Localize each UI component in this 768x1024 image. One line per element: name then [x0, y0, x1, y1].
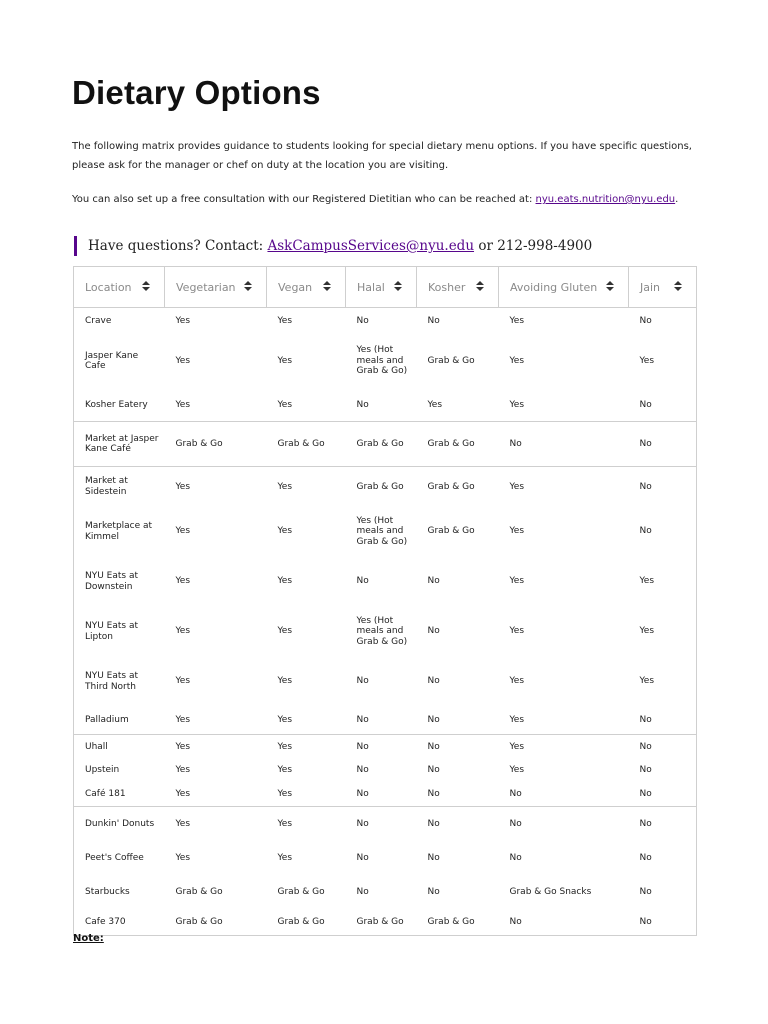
cell-avoiding-gluten: Yes — [509, 676, 525, 687]
cell-kosher: Grab & Go — [427, 481, 475, 492]
cell-vegan: Yes — [267, 783, 346, 807]
cell-halal: Grab & Go — [346, 422, 417, 467]
cell-kosher: Grab & Go — [427, 355, 475, 366]
cell-halal: Yes (Hot meals and Grab & Go) — [356, 515, 408, 547]
column-header-label: Location — [85, 280, 132, 294]
column-header-label: Jain — [640, 280, 661, 294]
cell-halal: No — [356, 765, 369, 776]
table-row — [74, 607, 697, 657]
cell-location: Market at Sidestein — [74, 467, 165, 507]
cell-avoiding-gluten: No — [499, 783, 629, 807]
cell-jain: No — [629, 308, 697, 334]
cell-avoiding-gluten: Yes — [499, 389, 629, 422]
column-header-jain[interactable] — [629, 267, 697, 308]
cell-jain: No — [629, 910, 697, 936]
cell-avoiding-gluten: Yes — [509, 626, 525, 637]
cell-jain: No — [629, 807, 697, 842]
sort-arrows-icon[interactable] — [244, 280, 252, 294]
cell-kosher: No — [427, 765, 440, 776]
sort-arrows-icon[interactable] — [606, 280, 614, 294]
cell-vegan: Yes — [267, 707, 346, 735]
cell-jain: Yes — [629, 607, 697, 657]
cell-kosher: No — [427, 853, 440, 864]
cell-jain: No — [629, 759, 697, 783]
cell-kosher: No — [427, 819, 440, 829]
table-row — [74, 507, 697, 557]
cell-vegetarian: Yes — [175, 315, 191, 326]
cell-location: Dunkin' Donuts — [74, 807, 165, 842]
cell-avoiding-gluten: No — [499, 422, 629, 467]
column-header-location[interactable] — [74, 267, 165, 308]
cell-halal: No — [356, 315, 369, 326]
cell-vegan: Yes — [277, 853, 293, 864]
cell-vegetarian: Yes — [175, 576, 191, 587]
table-row — [74, 389, 697, 422]
cell-vegan: Yes — [267, 389, 346, 422]
cell-halal: Grab & Go — [346, 910, 417, 936]
consultation-text: You can also set up a free consultation with our Registered Dietitian who can be reached at: — [72, 194, 536, 205]
table-row — [74, 422, 697, 467]
table-row — [74, 467, 697, 507]
cell-vegetarian: Grab & Go — [165, 422, 267, 467]
cell-vegetarian: Yes — [165, 389, 267, 422]
cell-avoiding-gluten: Yes — [499, 707, 629, 735]
cell-location: Café 181 — [74, 783, 165, 807]
cell-location: Crave — [74, 308, 165, 334]
table-row — [74, 334, 697, 389]
cell-vegetarian: Yes — [165, 783, 267, 807]
cell-location: Cafe 370 — [74, 910, 165, 936]
table-row — [74, 876, 697, 910]
cell-halal: Grab & Go — [356, 481, 404, 492]
cell-vegetarian: Grab & Go — [175, 887, 223, 898]
cell-halal: No — [356, 576, 369, 587]
cell-halal: Yes (Hot meals and Grab & Go) — [356, 345, 408, 377]
cell-vegetarian: Yes — [175, 355, 191, 366]
cell-vegetarian: Yes — [175, 819, 191, 829]
cell-location: Palladium — [74, 707, 165, 735]
cell-avoiding-gluten: Yes — [509, 765, 525, 776]
dietary-matrix-table — [73, 266, 697, 936]
cell-location: Market at Jasper Kane Café — [74, 422, 165, 467]
contact-email-link[interactable]: AskCampusServices@nyu.edu — [267, 238, 475, 254]
table-row — [74, 707, 697, 735]
cell-vegan: Yes — [277, 676, 293, 687]
consultation-paragraph — [72, 192, 712, 208]
cell-vegan: Yes — [277, 355, 293, 366]
cell-kosher: No — [427, 887, 440, 898]
cell-vegetarian: Yes — [175, 765, 191, 776]
consultation-end: . — [675, 194, 679, 205]
table-row — [74, 910, 697, 936]
cell-kosher: Grab & Go — [417, 910, 499, 936]
cell-avoiding-gluten: No — [509, 853, 522, 864]
cell-vegan: Grab & Go — [277, 887, 325, 898]
table-row — [74, 735, 697, 759]
cell-kosher: No — [417, 707, 499, 735]
column-header-avoiding-gluten[interactable] — [499, 267, 629, 308]
cell-avoiding-gluten: Yes — [509, 526, 525, 537]
cell-jain: No — [629, 842, 697, 876]
cell-kosher: Yes — [417, 389, 499, 422]
cell-vegan: Yes — [277, 819, 293, 829]
cell-location: Upstein — [74, 759, 165, 783]
column-header-label: Vegetarian — [176, 280, 236, 294]
page-title: Dietary Options — [72, 74, 321, 111]
cell-avoiding-gluten: Yes — [509, 576, 525, 587]
cell-kosher: No — [417, 783, 499, 807]
column-header-vegan[interactable] — [267, 267, 346, 308]
cell-avoiding-gluten: Yes — [509, 355, 525, 366]
cell-vegan: Yes — [277, 481, 293, 492]
column-header-kosher[interactable] — [417, 267, 499, 308]
nutrition-email-link[interactable]: nyu.eats.nutrition@nyu.edu — [535, 194, 676, 205]
cell-jain: No — [629, 783, 697, 807]
cell-halal: No — [356, 741, 369, 752]
table-body — [74, 308, 697, 936]
cell-avoiding-gluten: Yes — [509, 481, 525, 492]
cell-vegan: Grab & Go — [267, 910, 346, 936]
cell-vegan: Yes — [277, 626, 293, 637]
cell-avoiding-gluten: Yes — [509, 315, 525, 326]
table-row — [74, 807, 697, 842]
cell-jain: No — [629, 389, 697, 422]
cell-vegan: Yes — [277, 765, 293, 776]
cell-vegetarian: Yes — [165, 707, 267, 735]
sort-arrows-icon[interactable] — [323, 280, 331, 294]
cell-vegetarian: Yes — [175, 526, 191, 537]
cell-kosher: No — [427, 576, 440, 587]
cell-jain: Yes — [629, 657, 697, 707]
cell-jain: Yes — [629, 557, 697, 607]
cell-halal: No — [356, 819, 369, 829]
cell-avoiding-gluten: No — [499, 910, 629, 936]
cell-halal: No — [346, 783, 417, 807]
cell-jain: No — [629, 422, 697, 467]
cell-location: Kosher Eatery — [74, 389, 165, 422]
cell-vegan: Yes — [277, 576, 293, 587]
contact-phone: or 212-998-4900 — [474, 238, 593, 254]
sort-arrows-icon[interactable] — [674, 280, 682, 294]
cell-avoiding-gluten: Grab & Go Snacks — [509, 887, 592, 898]
cell-location: Uhall — [74, 735, 165, 759]
intro-paragraph: The following matrix provides guidance to students looking for special dietary menu options. If you have specific questions, please ask for the manager or chef on duty at the location you are visiting. — [72, 141, 692, 171]
column-header-label: Halal — [357, 280, 385, 294]
cell-location: Peet's Coffee — [74, 842, 165, 876]
cell-vegetarian: Grab & Go — [165, 910, 267, 936]
cell-halal: No — [356, 887, 369, 898]
cell-kosher: Grab & Go — [417, 422, 499, 467]
cell-kosher: Grab & Go — [427, 526, 475, 537]
contact-callout — [74, 236, 592, 256]
cell-jain: No — [629, 507, 697, 557]
contact-prefix: Have questions? Contact: — [88, 238, 268, 254]
sort-arrows-icon[interactable] — [142, 280, 150, 294]
cell-jain: No — [629, 707, 697, 735]
cell-halal: No — [346, 707, 417, 735]
sort-arrows-icon[interactable] — [476, 280, 484, 294]
cell-jain: Yes — [629, 334, 697, 389]
table-row — [74, 842, 697, 876]
cell-jain: No — [629, 735, 697, 759]
cell-halal: No — [356, 853, 369, 864]
cell-vegetarian: Yes — [175, 676, 191, 687]
table-row — [74, 783, 697, 807]
cell-avoiding-gluten: Yes — [509, 741, 525, 752]
cell-location: Jasper Kane Cafe — [74, 334, 165, 389]
cell-vegetarian: Yes — [175, 481, 191, 492]
table-row — [74, 557, 697, 607]
sort-arrows-icon[interactable] — [394, 280, 402, 294]
cell-halal: No — [356, 676, 369, 687]
cell-location: NYU Eats at Third North — [74, 657, 165, 707]
table-row — [74, 308, 697, 334]
cell-vegan: Yes — [277, 526, 293, 537]
cell-halal: Yes (Hot meals and Grab & Go) — [356, 615, 408, 647]
column-header-halal[interactable] — [346, 267, 417, 308]
cell-vegan: Grab & Go — [267, 422, 346, 467]
cell-jain: No — [629, 876, 697, 910]
cell-vegetarian: Yes — [175, 853, 191, 864]
cell-location: NYU Eats at Downstein — [74, 557, 165, 607]
column-header-label: Kosher — [428, 280, 466, 294]
cell-location: Marketplace at Kimmel — [74, 507, 165, 557]
note-label: Note: — [73, 933, 104, 944]
cell-vegan: Yes — [277, 741, 293, 752]
cell-jain: No — [629, 467, 697, 507]
cell-location: Starbucks — [74, 876, 165, 910]
cell-avoiding-gluten: No — [509, 819, 522, 829]
cell-vegetarian: Yes — [175, 741, 191, 752]
cell-kosher: No — [427, 676, 440, 687]
cell-vegetarian: Yes — [175, 626, 191, 637]
cell-kosher: No — [427, 315, 440, 326]
column-header-label: Vegan — [278, 280, 313, 294]
cell-location: NYU Eats at Lipton — [74, 607, 165, 657]
table-row — [74, 657, 697, 707]
cell-kosher: No — [427, 626, 440, 637]
cell-halal: No — [346, 389, 417, 422]
cell-vegan: Yes — [277, 315, 293, 326]
column-header-label: Avoiding Gluten — [510, 280, 598, 294]
table-row — [74, 759, 697, 783]
column-header-vegetarian[interactable] — [165, 267, 267, 308]
cell-kosher: No — [427, 741, 440, 752]
table-header-row — [74, 267, 697, 308]
